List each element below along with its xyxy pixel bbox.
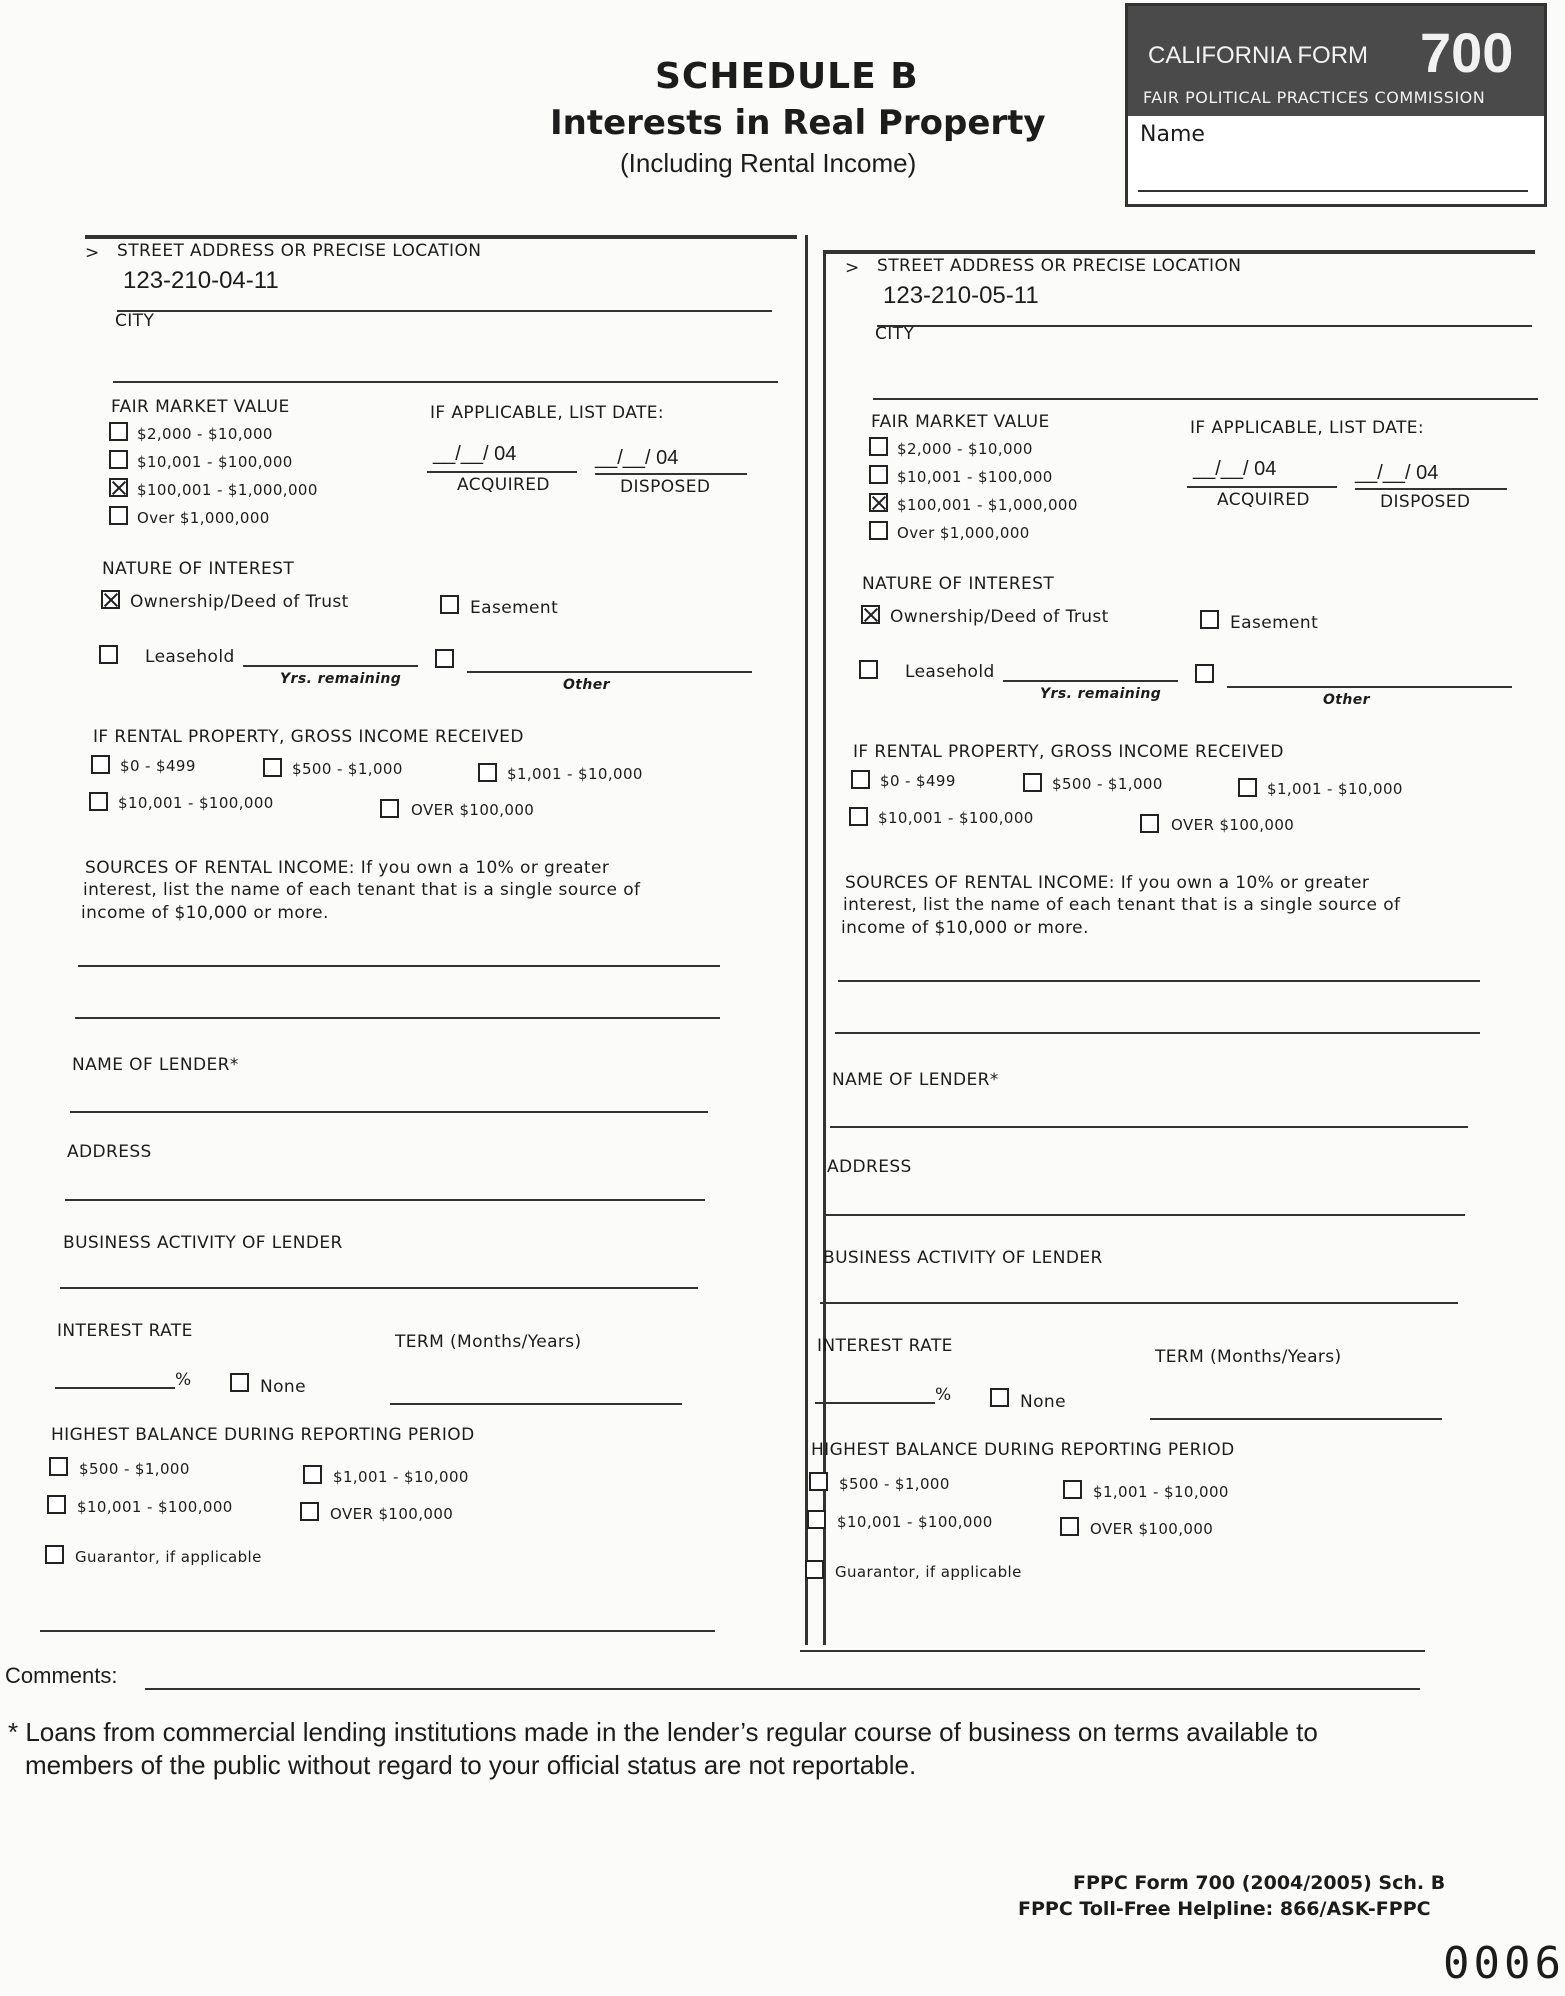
balance-option-2-checkbox[interactable] (1063, 1480, 1082, 1499)
disposed-date[interactable]: __/__/ 04 (1355, 462, 1439, 484)
fmv-option-3-label: $100,001 - $1,000,000 (897, 496, 1078, 514)
fmv-option-3-checkbox[interactable] (109, 478, 128, 497)
page-title: Interests in Real Property (550, 103, 1046, 143)
helpline: FPPC Toll-Free Helpline: 866/ASK-FPPC (1018, 1898, 1431, 1920)
leasehold-checkbox[interactable] (99, 645, 118, 664)
rental-option-5-label: OVER $100,000 (411, 801, 535, 819)
ownership-checkbox[interactable] (861, 605, 880, 624)
highest-balance-label: HIGHEST BALANCE DURING REPORTING PERIOD (51, 1425, 475, 1445)
interest-rate-field[interactable] (55, 1387, 175, 1389)
footnote-line-1: * Loans from commercial lending institutions made in the lender’s regular course of business on terms available to (8, 1717, 1318, 1747)
yrs-remaining-field[interactable] (243, 665, 418, 667)
city-label: CITY (875, 324, 915, 344)
other-label: Other (563, 677, 610, 693)
street-label: STREET ADDRESS OR PRECISE LOCATION (117, 241, 482, 261)
guarantor-field[interactable] (40, 1630, 715, 1632)
guarantor-checkbox[interactable] (45, 1545, 64, 1564)
none-label: None (260, 1377, 306, 1397)
rental-option-1-checkbox[interactable] (91, 755, 110, 774)
other-checkbox[interactable] (1195, 664, 1214, 683)
rental-option-2-label: $500 - $1,000 (1052, 775, 1163, 793)
arrow-icon: > (85, 243, 100, 263)
street-label: STREET ADDRESS OR PRECISE LOCATION (877, 256, 1242, 276)
location-value[interactable]: 123-210-04-11 (123, 267, 279, 294)
sources-text-3: income of $10,000 or more. (81, 903, 329, 923)
balance-option-2-checkbox[interactable] (303, 1465, 322, 1484)
term-field[interactable] (1150, 1418, 1442, 1420)
term-label: TERM (Months/Years) (395, 1332, 582, 1352)
balance-option-3-label: $10,001 - $100,000 (77, 1498, 233, 1516)
other-checkbox[interactable] (435, 649, 454, 668)
sources-text-3: income of $10,000 or more. (841, 918, 1089, 938)
percent-sign: % (935, 1385, 952, 1405)
rental-label: IF RENTAL PROPERTY, GROSS INCOME RECEIVED (853, 742, 1284, 762)
balance-option-1-checkbox[interactable] (49, 1457, 68, 1476)
rental-option-2-label: $500 - $1,000 (292, 760, 403, 778)
fmv-label: FAIR MARKET VALUE (111, 397, 290, 417)
comments-field[interactable] (145, 1688, 1420, 1690)
sources-text-1: SOURCES OF RENTAL INCOME: If you own a 10% or greater (85, 858, 610, 878)
balance-option-4-label: OVER $100,000 (1090, 1520, 1214, 1538)
form-version: FPPC Form 700 (2004/2005) Sch. B (1073, 1872, 1446, 1894)
fmv-option-1-label: $2,000 - $10,000 (897, 440, 1033, 458)
fmv-option-1-checkbox[interactable] (869, 437, 888, 456)
business-field[interactable] (60, 1287, 698, 1289)
address-field[interactable] (65, 1199, 705, 1201)
fmv-option-2-checkbox[interactable] (109, 450, 128, 469)
tenant-field-2[interactable] (835, 1032, 1480, 1034)
rental-option-5-checkbox[interactable] (1140, 814, 1159, 833)
balance-option-1-label: $500 - $1,000 (839, 1475, 950, 1493)
fmv-option-4-checkbox[interactable] (109, 506, 128, 525)
address-field[interactable] (825, 1214, 1465, 1216)
acquired-date[interactable]: __/__/ 04 (433, 443, 517, 465)
fmv-option-1-label: $2,000 - $10,000 (137, 425, 273, 443)
date-label: IF APPLICABLE, LIST DATE: (1190, 418, 1425, 438)
rental-option-4-label: $10,001 - $100,000 (878, 809, 1034, 827)
sources-text-1: SOURCES OF RENTAL INCOME: If you own a 10% or greater (845, 873, 1370, 893)
disposed-label: DISPOSED (620, 477, 711, 497)
page-number: 0006 (1443, 1938, 1565, 1989)
fmv-option-2-checkbox[interactable] (869, 465, 888, 484)
rental-option-3-checkbox[interactable] (478, 763, 497, 782)
disposed-field (595, 473, 747, 475)
acquired-field (1187, 486, 1337, 488)
sources-text-2: interest, list the name of each tenant that is a single source of (843, 895, 1401, 915)
yrs-remaining-label: Yrs. remaining (1040, 686, 1162, 702)
rental-option-5-label: OVER $100,000 (1171, 816, 1295, 834)
rental-option-2-checkbox[interactable] (263, 758, 282, 777)
form-id-header (1128, 6, 1544, 116)
name-field[interactable] (1138, 190, 1528, 192)
comments-label: Comments: (5, 1663, 118, 1688)
balance-option-3-label: $10,001 - $100,000 (837, 1513, 993, 1531)
business-field[interactable] (820, 1302, 1458, 1304)
easement-checkbox[interactable] (440, 595, 459, 614)
easement-label: Easement (470, 598, 559, 618)
rental-option-4-checkbox[interactable] (89, 792, 108, 811)
acquired-field (427, 471, 577, 473)
guarantor-label: Guarantor, if applicable (75, 1548, 262, 1566)
balance-option-1-label: $500 - $1,000 (79, 1460, 190, 1478)
disposed-label: DISPOSED (1380, 492, 1471, 512)
rental-option-3-checkbox[interactable] (1238, 778, 1257, 797)
street-field (117, 310, 772, 312)
highest-balance-label: HIGHEST BALANCE DURING REPORTING PERIOD (811, 1440, 1235, 1460)
ownership-checkbox[interactable] (101, 590, 120, 609)
city-field[interactable] (113, 381, 778, 383)
tenant-field-1[interactable] (78, 965, 720, 967)
rental-option-1-label: $0 - $499 (880, 772, 956, 790)
balance-option-4-label: OVER $100,000 (330, 1505, 454, 1523)
guarantor-field[interactable] (800, 1650, 1425, 1652)
guarantor-label: Guarantor, if applicable (835, 1563, 1022, 1581)
yrs-remaining-field[interactable] (1003, 680, 1178, 682)
fmv-option-4-label: Over $1,000,000 (137, 509, 270, 527)
guarantor-checkbox[interactable] (805, 1560, 824, 1579)
form-id-box (1125, 3, 1547, 207)
acquired-label: ACQUIRED (1217, 490, 1310, 510)
nature-label: NATURE OF INTEREST (102, 559, 295, 579)
other-field[interactable] (467, 671, 752, 673)
leasehold-checkbox[interactable] (859, 660, 878, 679)
ownership-label: Ownership/Deed of Trust (890, 607, 1109, 627)
fmv-option-2-label: $10,001 - $100,000 (137, 453, 293, 471)
balance-option-1-checkbox[interactable] (809, 1472, 828, 1491)
leasehold-label: Leasehold (905, 662, 995, 682)
percent-sign: % (175, 1370, 192, 1390)
acquired-label: ACQUIRED (457, 475, 550, 495)
city-field[interactable] (873, 398, 1538, 400)
rental-option-1-label: $0 - $499 (120, 757, 196, 775)
fmv-option-3-label: $100,001 - $1,000,000 (137, 481, 318, 499)
easement-checkbox[interactable] (1200, 610, 1219, 629)
arrow-icon: > (845, 258, 860, 278)
easement-label: Easement (1230, 613, 1319, 633)
other-label: Other (1323, 692, 1370, 708)
date-label: IF APPLICABLE, LIST DATE: (430, 403, 665, 423)
none-label: None (1020, 1392, 1066, 1412)
ownership-label: Ownership/Deed of Trust (130, 592, 349, 612)
address-label: ADDRESS (827, 1157, 912, 1177)
rental-option-2-checkbox[interactable] (1023, 773, 1042, 792)
interest-rate-field[interactable] (815, 1402, 935, 1404)
fmv-option-2-label: $10,001 - $100,000 (897, 468, 1053, 486)
yrs-remaining-label: Yrs. remaining (280, 671, 402, 687)
balance-option-2-label: $1,001 - $10,000 (1093, 1483, 1229, 1501)
disposed-field (1355, 488, 1507, 490)
business-label: BUSINESS ACTIVITY OF LENDER (823, 1248, 1103, 1268)
term-field[interactable] (390, 1403, 682, 1405)
rental-option-3-label: $1,001 - $10,000 (1267, 780, 1403, 798)
street-field (877, 325, 1532, 327)
balance-option-3-checkbox[interactable] (47, 1495, 66, 1514)
address-label: ADDRESS (67, 1142, 152, 1162)
none-checkbox[interactable] (990, 1388, 1009, 1407)
leasehold-label: Leasehold (145, 647, 235, 667)
commission-label: FAIR POLITICAL PRACTICES COMMISSION (1143, 88, 1486, 107)
name-label: Name (1140, 122, 1205, 147)
footnote-line-2: members of the public without regard to your official status are not reportable. (25, 1750, 917, 1780)
city-label: CITY (115, 311, 155, 331)
rental-option-1-checkbox[interactable] (851, 770, 870, 789)
rental-option-5-checkbox[interactable] (380, 799, 399, 818)
panel-left-edge (823, 250, 826, 1645)
fmv-label: FAIR MARKET VALUE (871, 412, 1050, 432)
rental-option-4-label: $10,001 - $100,000 (118, 794, 274, 812)
lender-field[interactable] (830, 1126, 1468, 1128)
interest-rate-label: INTEREST RATE (57, 1321, 193, 1341)
tenant-field-2[interactable] (75, 1017, 720, 1019)
business-label: BUSINESS ACTIVITY OF LENDER (63, 1233, 343, 1253)
fmv-option-4-checkbox[interactable] (869, 521, 888, 540)
lender-label: NAME OF LENDER* (832, 1070, 999, 1090)
page-subtitle: (Including Rental Income) (620, 148, 917, 178)
form-number: 700 (1420, 21, 1514, 84)
rental-option-4-checkbox[interactable] (849, 807, 868, 826)
location-value[interactable]: 123-210-05-11 (883, 282, 1039, 309)
property-panel-left (45, 235, 790, 1895)
panel-top-rule (85, 235, 797, 239)
acquired-date[interactable]: __/__/ 04 (1193, 458, 1277, 480)
balance-option-4-checkbox[interactable] (1060, 1517, 1079, 1536)
form-label: CALIFORNIA FORM (1148, 42, 1369, 69)
balance-option-4-checkbox[interactable] (300, 1502, 319, 1521)
balance-option-3-checkbox[interactable] (807, 1510, 826, 1529)
schedule-label: SCHEDULE B (655, 56, 919, 97)
balance-option-2-label: $1,001 - $10,000 (333, 1468, 469, 1486)
none-checkbox[interactable] (230, 1373, 249, 1392)
sources-text-2: interest, list the name of each tenant that is a single source of (83, 880, 641, 900)
term-label: TERM (Months/Years) (1155, 1347, 1342, 1367)
fmv-option-3-checkbox[interactable] (869, 493, 888, 512)
rental-label: IF RENTAL PROPERTY, GROSS INCOME RECEIVED (93, 727, 524, 747)
property-panel-right (805, 250, 1550, 1910)
nature-label: NATURE OF INTEREST (862, 574, 1055, 594)
rental-option-3-label: $1,001 - $10,000 (507, 765, 643, 783)
disposed-date[interactable]: __/__/ 04 (595, 447, 679, 469)
tenant-field-1[interactable] (838, 980, 1480, 982)
fmv-option-4-label: Over $1,000,000 (897, 524, 1030, 542)
lender-label: NAME OF LENDER* (72, 1055, 239, 1075)
panel-top-rule (825, 250, 1535, 254)
other-field[interactable] (1227, 686, 1512, 688)
fmv-option-1-checkbox[interactable] (109, 422, 128, 441)
lender-field[interactable] (70, 1111, 708, 1113)
interest-rate-label: INTEREST RATE (817, 1336, 953, 1356)
